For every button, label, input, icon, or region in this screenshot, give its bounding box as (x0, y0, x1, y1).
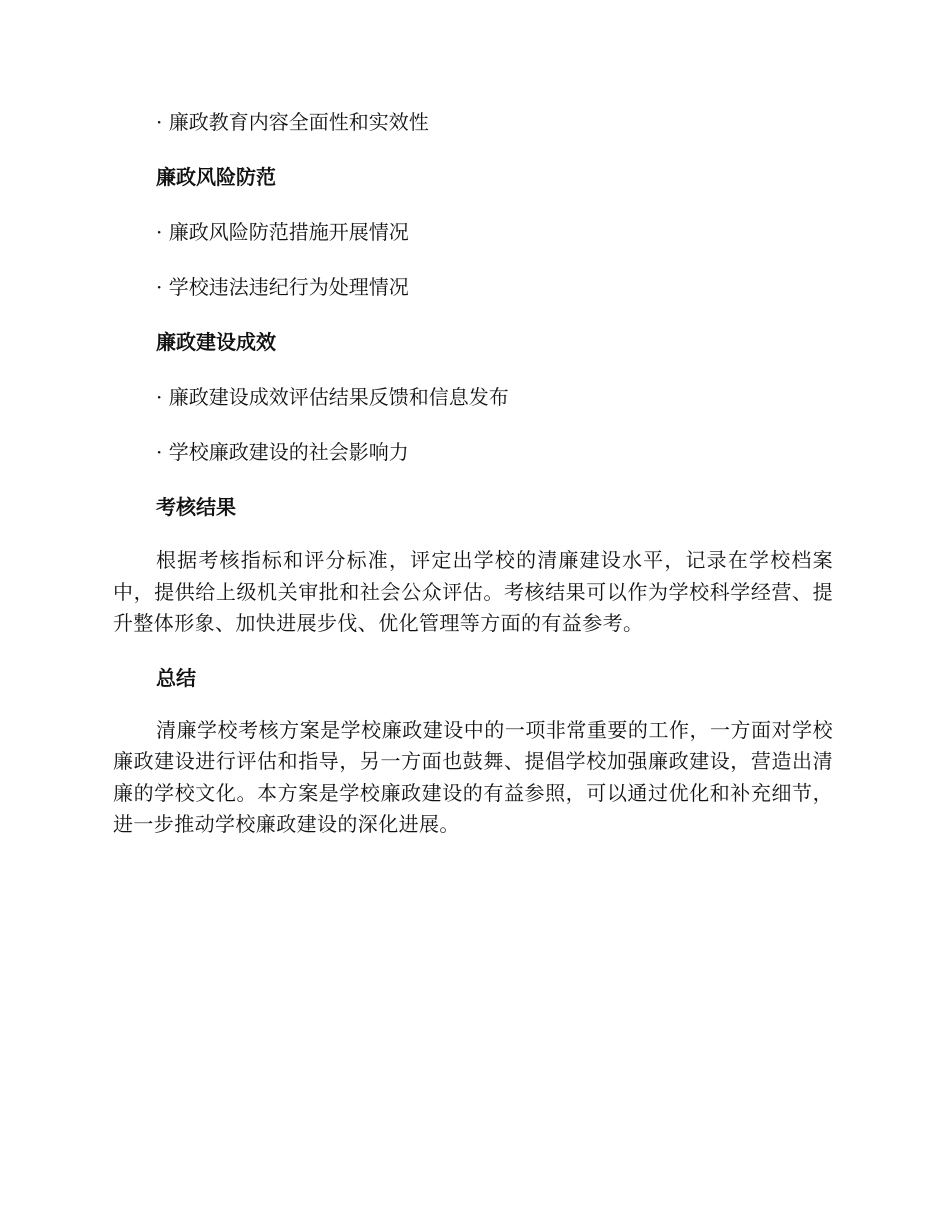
bullet-risk-measures: · 廉政风险防范措施开展情况 (156, 220, 409, 244)
paragraph-summary: 清廉学校考核方案是学校廉政建设中的一项非常重要的工作，一方面对学校廉政建设进行评估和指导，另一方面也鼓舞、提倡学校加强廉政建设，营造出清廉的学校文化。本方案是学校廉政建设的有益参照，可以通过优化和补充细节，进一步推动学校廉政建设的深化进展。 (113, 717, 833, 836)
document-body (113, 107, 833, 841)
bullet-violation-handling: · 学校违法违纪行为处理情况 (156, 275, 409, 299)
heading-assessment-result: 考核结果 (156, 495, 236, 519)
paragraph-assessment-result: 根据考核指标和评分标准，评定出学校的清廉建设水平，记录在学校档案中，提供给上级机关审批和社会公众评估。考核结果可以作为学校科学经营、提升整体形象、加快进展步伐、优化管理等方面的有益参考。 (113, 548, 833, 635)
bullet-education-content: · 廉政教育内容全面性和实效性 (156, 110, 429, 134)
bullet-social-influence: · 学校廉政建设的社会影响力 (156, 440, 409, 464)
heading-summary: 总结 (156, 665, 196, 690)
heading-risk-prevention: 廉政风险防范 (156, 165, 276, 189)
bullet-effect-feedback: · 廉政建设成效评估结果反馈和信息发布 (156, 385, 509, 409)
heading-construction-effect: 廉政建设成效 (156, 330, 276, 354)
